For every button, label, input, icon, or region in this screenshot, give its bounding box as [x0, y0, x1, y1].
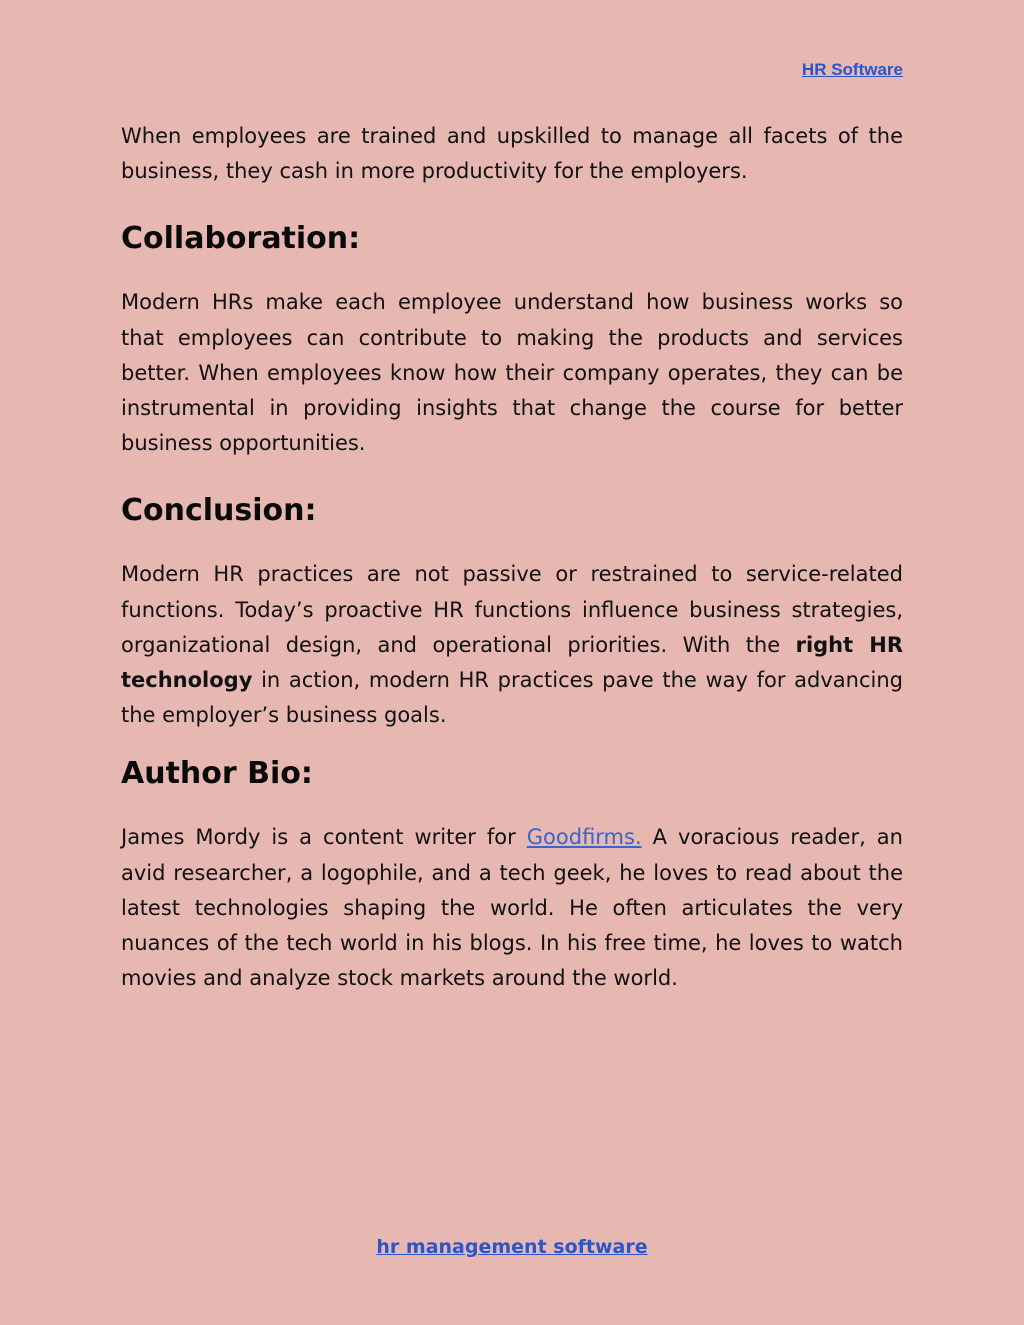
author-bio-heading: Author Bio: — [121, 756, 313, 792]
hr-management-software-link[interactable]: hr management software — [376, 1236, 648, 1258]
hr-software-link[interactable]: HR Software — [801, 60, 903, 79]
intro-paragraph: When employees are trained and upskilled to manage all facets of the business, they cash in more productivity for the employers. — [121, 124, 903, 184]
conclusion-bold-text: right HR technology — [121, 632, 903, 693]
author-bio-paragraph — [121, 820, 903, 996]
author-bio-text-start: James Mordy is a content writer for — [121, 825, 527, 850]
collaboration-paragraph: Modern HRs make each employee understand how business works so that employees can contribute to making the products and services better. When employees know how their company operates, they can be instrumental in providing insights that change the course for better business opportunities. — [121, 290, 903, 456]
author-bio-text-end: A voracious reader, an avid researcher, a logophile, and a tech geek, he loves to read about the latest technologies shaping the world. He often articulates the very nuances of the tech world in his blogs. In his free time, he loves to watch movies and analyze stock markets around the world. — [121, 825, 903, 991]
document-body — [121, 119, 903, 996]
conclusion-heading: Conclusion: — [121, 493, 317, 529]
conclusion-text-start: Modern HR practices are not passive or restrained to service-related functions. Today’s proactive HR functions influence business strategies, organizational design, and operational priorities. With the — [121, 562, 903, 657]
collaboration-heading: Collaboration: — [121, 221, 361, 257]
goodfirms-link[interactable]: Goodfirms. — [526, 825, 642, 850]
conclusion-paragraph — [121, 557, 903, 733]
footer — [0, 1236, 1024, 1258]
conclusion-text-end: in action, modern HR practices pave the way for advancing the employer’s business goals. — [121, 668, 903, 728]
